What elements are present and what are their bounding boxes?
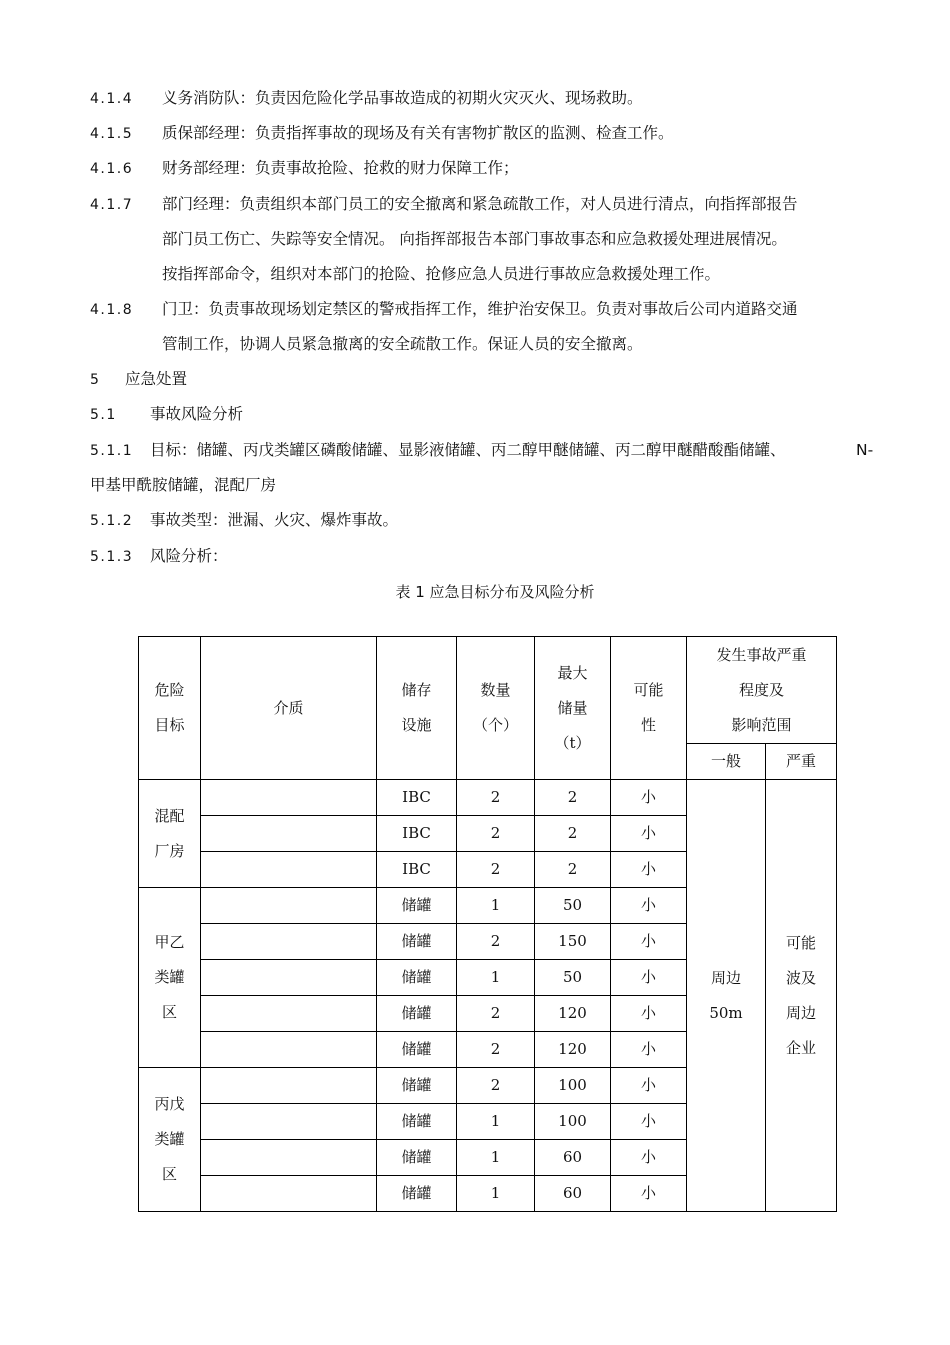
cell-quantity: 1 [457,1176,535,1212]
cell-possibility: 小 [611,816,687,852]
cell-quantity: 2 [457,780,535,816]
cell-quantity: 1 [457,1104,535,1140]
cell-quantity: 2 [457,1068,535,1104]
group-name: 丙戊 类罐 区 [139,1068,201,1212]
header-facility: 储存 设施 [377,637,457,780]
group-name: 甲乙 类罐 区 [139,888,201,1068]
table-caption: 表 1 应急目标分布及风险分析 [395,583,595,601]
cell-quantity: 2 [457,1032,535,1068]
duty-number: 4.1.8 [90,302,134,318]
cell-medium [201,1140,377,1176]
header-severity: 发生事故严重 程度及 影响范围 [687,637,837,744]
cell-quantity: 2 [457,996,535,1032]
cell-medium [201,1104,377,1140]
cell-medium [201,816,377,852]
cell-medium [201,960,377,996]
cell-max: 100 [535,1104,611,1140]
header-possibility: 可能 性 [611,637,687,780]
cell-possibility: 小 [611,888,687,924]
header-general: 一般 [687,744,766,780]
item-text: 目标：储罐、丙戊类罐区磷酸储罐、显影液储罐、丙二醇甲醚储罐、丙二醇甲醚醋酸酯储罐、 [150,441,786,459]
cell-max: 50 [535,888,611,924]
cell-medium [201,780,377,816]
duty-number: 4.1.7 [90,197,134,213]
subsection-title: 事故风险分析 [150,405,244,423]
item-number: 5.1.3 [90,549,134,565]
cell-possibility: 小 [611,1140,687,1176]
header-serious: 严重 [766,744,837,780]
cell-max: 2 [535,780,611,816]
cell-medium [201,852,377,888]
cell-medium [201,996,377,1032]
cell-facility: 储罐 [377,1140,457,1176]
cell-quantity: 2 [457,924,535,960]
cell-medium [201,1068,377,1104]
cell-medium [201,1032,377,1068]
cell-possibility: 小 [611,1068,687,1104]
item-number: 5.1.1 [90,443,134,459]
table-header-row [139,637,837,744]
cell-medium [201,1176,377,1212]
cell-medium [201,924,377,960]
section-title: 应急处置 [125,370,188,388]
cell-max: 150 [535,924,611,960]
header-medium: 介质 [201,637,377,780]
duty-number: 4.1.5 [90,126,134,142]
cell-facility: 储罐 [377,1032,457,1068]
duty-number: 4.1.6 [90,161,134,177]
duty-text: 义务消防队：负责因危险化学品事故造成的初期火灾灭火、现场救助。 [162,89,643,107]
cell-max: 120 [535,996,611,1032]
cell-serious-scope: 可能 波及 周边 企业 [766,780,837,1212]
cell-facility: 储罐 [377,996,457,1032]
risk-table [138,636,837,1212]
cell-possibility: 小 [611,996,687,1032]
cell-facility: 储罐 [377,888,457,924]
item-number: 5.1.2 [90,513,134,529]
cell-possibility: 小 [611,852,687,888]
cell-possibility: 小 [611,1032,687,1068]
duty-text: 按指挥部命令，组织对本部门的抢险、抢修应急人员进行事故应急救援处理工作。 [162,265,721,283]
cell-facility: 储罐 [377,1104,457,1140]
duty-text: 管制工作，协调人员紧急撤离的安全疏散工作。保证人员的安全撤离。 [162,335,643,353]
cell-possibility: 小 [611,780,687,816]
item-text-end: N- [856,441,874,459]
cell-max: 50 [535,960,611,996]
table-row [139,780,837,816]
cell-facility: 储罐 [377,960,457,996]
cell-quantity: 1 [457,888,535,924]
cell-quantity: 2 [457,816,535,852]
cell-quantity: 1 [457,1140,535,1176]
duty-text: 部门经理：负责组织本部门员工的安全撤离和紧急疏散工作，对人员进行清点，向指挥部报告 [162,195,798,213]
cell-possibility: 小 [611,1104,687,1140]
section-number: 5 [90,372,101,388]
header-target: 危险 目标 [139,637,201,780]
cell-max: 2 [535,816,611,852]
duty-text: 财务部经理：负责事故抢险、抢救的财力保障工作； [162,159,519,177]
item-text: 事故类型：泄漏、火灾、爆炸事故。 [150,511,399,529]
item-text: 风险分析： [150,547,228,565]
cell-facility: IBC [377,852,457,888]
cell-possibility: 小 [611,960,687,996]
cell-facility: 储罐 [377,924,457,960]
cell-quantity: 1 [457,960,535,996]
cell-facility: IBC [377,816,457,852]
cell-facility: 储罐 [377,1176,457,1212]
duty-text: 质保部经理：负责指挥事故的现场及有关有害物扩散区的监测、检查工作。 [162,124,674,142]
duty-number: 4.1.4 [90,91,134,107]
header-max-storage: 最大 储量 （t） [535,637,611,780]
cell-max: 100 [535,1068,611,1104]
cell-max: 2 [535,852,611,888]
cell-max: 60 [535,1176,611,1212]
cell-medium [201,888,377,924]
cell-max: 60 [535,1140,611,1176]
subsection-number: 5.1 [90,407,117,423]
cell-possibility: 小 [611,1176,687,1212]
duty-text: 部门员工伤亡、失踪等安全情况。 向指挥部报告本部门事故事态和应急救援处理进展情况。 [162,230,787,248]
group-name: 混配 厂房 [139,780,201,888]
cell-max: 120 [535,1032,611,1068]
item-text-continued: 甲基甲酰胺储罐，混配厂房 [90,476,277,494]
cell-facility: IBC [377,780,457,816]
cell-quantity: 2 [457,852,535,888]
cell-facility: 储罐 [377,1068,457,1104]
cell-possibility: 小 [611,924,687,960]
cell-general-scope: 周边 50m [687,780,766,1212]
header-quantity: 数量 （个） [457,637,535,780]
duty-text: 门卫：负责事故现场划定禁区的警戒指挥工作，维护治安保卫。负责对事故后公司内道路交通 [162,300,798,318]
